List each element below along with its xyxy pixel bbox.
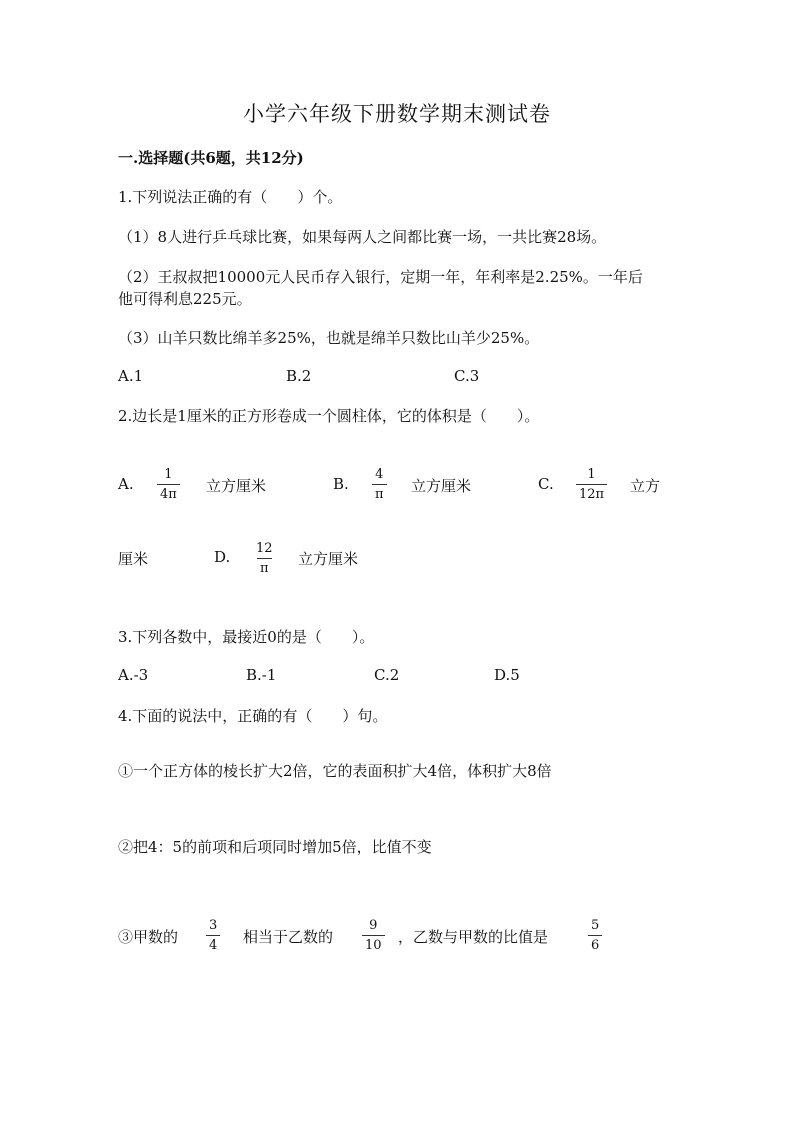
q4-stem: 4.下面的说法中，正确的有（ ）句。 bbox=[118, 707, 388, 725]
q3-stem: 3.下列各数中，最接近0的是（ ）。 bbox=[118, 628, 375, 646]
q2-option-b-unit: 立方厘米 bbox=[411, 477, 472, 495]
fraction-numerator: 9 bbox=[369, 918, 378, 933]
q3-option-d[interactable]: D.5 bbox=[494, 666, 520, 684]
q4-statement-3-part1: ③甲数的 bbox=[118, 928, 179, 946]
q2-option-b-fraction bbox=[372, 468, 387, 501]
q3-option-b[interactable]: B.-1 bbox=[246, 666, 277, 684]
q1-statement-2-line1: （2）王叔叔把10000元人民币存入银行，定期一年，年利率是2.25%。一年后 bbox=[118, 268, 643, 286]
fraction-denominator: 6 bbox=[588, 935, 602, 952]
fraction-denominator: 12π bbox=[576, 484, 607, 501]
q4-statement-3-part2: 相当于乙数的 bbox=[243, 928, 334, 946]
q4-fraction-5-6 bbox=[588, 919, 602, 952]
q2-option-a-unit: 立方厘米 bbox=[206, 477, 267, 495]
q1-option-c[interactable]: C.3 bbox=[454, 367, 480, 385]
q3-option-a[interactable]: A.-3 bbox=[118, 666, 149, 684]
fraction-numerator: 3 bbox=[209, 918, 218, 933]
q2-option-a-fraction bbox=[157, 468, 180, 501]
q2-option-c-unit-part1: 立方 bbox=[630, 477, 661, 495]
q2-option-a-label[interactable]: A. bbox=[118, 475, 134, 493]
q2-stem: 2.边长是1厘米的正方形卷成一个圆柱体，它的体积是（ ）。 bbox=[118, 407, 540, 425]
fraction-denominator: 4π bbox=[157, 484, 180, 501]
fraction-numerator: 4 bbox=[375, 467, 384, 482]
fraction-numerator: 1 bbox=[164, 467, 173, 482]
q4-fraction-9-10 bbox=[362, 919, 385, 952]
q1-statement-1: （1）8人进行乒乓球比赛，如果每两人之间都比赛一场，一共比赛28场。 bbox=[118, 228, 607, 246]
q4-fraction-3-4 bbox=[206, 919, 220, 952]
q2-option-d-label[interactable]: D. bbox=[214, 548, 231, 566]
q2-option-b-label[interactable]: B. bbox=[333, 475, 349, 493]
fraction-denominator: 10 bbox=[362, 935, 385, 952]
q2-option-c-label[interactable]: C. bbox=[538, 475, 554, 493]
fraction-denominator: 4 bbox=[206, 935, 220, 952]
q4-statement-3-part3: ，乙数与甲数的比值是 bbox=[398, 928, 549, 946]
fraction-numerator: 5 bbox=[591, 918, 600, 933]
q4-statement-2: ②把4：5的前项和后项同时增加5倍，比值不变 bbox=[118, 838, 432, 856]
fraction-numerator: 12 bbox=[256, 541, 273, 556]
fraction-numerator: 1 bbox=[587, 467, 596, 482]
q2-option-d-unit: 立方厘米 bbox=[298, 550, 359, 568]
q4-statement-1: ①一个正方体的棱长扩大2倍，它的表面积扩大4倍，体积扩大8倍 bbox=[118, 762, 552, 780]
q1-statement-3: （3）山羊只数比绵羊多25%，也就是绵羊只数比山羊少25%。 bbox=[118, 329, 540, 347]
section-heading: 一.选择题(共6题，共12分) bbox=[118, 149, 304, 167]
q1-option-b[interactable]: B.2 bbox=[286, 367, 312, 385]
q1-stem: 1.下列说法正确的有（ ）个。 bbox=[118, 188, 343, 206]
q3-option-c[interactable]: C.2 bbox=[374, 666, 400, 684]
page-title: 小学六年级下册数学期末测试卷 bbox=[243, 102, 551, 126]
fraction-denominator: π bbox=[372, 484, 387, 501]
q2-option-d-fraction bbox=[253, 542, 276, 575]
q2-option-c-fraction bbox=[576, 468, 607, 501]
q2-option-c-unit-part2: 厘米 bbox=[118, 550, 149, 568]
q1-option-a[interactable]: A.1 bbox=[118, 367, 144, 385]
q1-statement-2-line2: 他可得利息225元。 bbox=[118, 290, 252, 308]
fraction-denominator: π bbox=[257, 558, 272, 575]
